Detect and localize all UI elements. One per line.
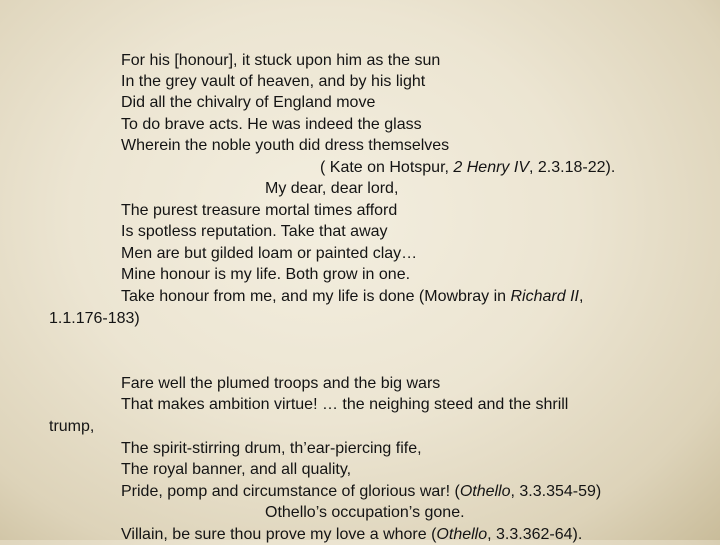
verse-wrap: trump, xyxy=(49,418,95,435)
verse-line: The purest treasure mortal times afford xyxy=(121,202,398,219)
verse-line: The royal banner, and all quality, xyxy=(121,461,352,478)
play-title: Richard II xyxy=(510,288,579,305)
verse-line: Wherein the noble youth did dress themselves xyxy=(121,137,450,154)
citation xyxy=(320,157,615,178)
verse-line xyxy=(121,524,582,545)
play-title: Othello xyxy=(459,483,511,500)
verse-line xyxy=(121,286,583,307)
citation-wrap: 1.1.176-183) xyxy=(49,310,140,327)
verse-line: In the grey vault of heaven, and by his light xyxy=(121,73,426,90)
citation-suffix: , 2.3.18-22). xyxy=(529,159,616,176)
citation-tail: , 3.3.354-59) xyxy=(510,483,602,500)
verse-line: Men are but gilded loam or painted clay… xyxy=(121,245,418,262)
verse-line: Fare well the plumed troops and the big wars xyxy=(121,375,441,392)
play-title: Othello xyxy=(436,526,488,543)
verse-line: To do brave acts. He was indeed the glass xyxy=(121,116,422,133)
play-title: 2 Henry IV xyxy=(453,159,529,176)
verse-line: Mine honour is my life. Both grow in one. xyxy=(121,266,411,283)
verse-line: My dear, dear lord, xyxy=(265,180,399,197)
verse-line: Othello’s occupation’s gone. xyxy=(265,504,465,521)
citation-prefix: ( Kate on Hotspur, xyxy=(320,159,454,176)
verse-text: Take honour from me, and my life is done (Mowbray in xyxy=(121,288,511,305)
verse-text: Villain, be sure thou prove my love a whore ( xyxy=(121,526,437,543)
verse-line: That makes ambition virtue! … the neighing steed and the shrill xyxy=(121,396,569,413)
verse-line: Did all the chivalry of England move xyxy=(121,94,376,111)
verse-text: Pride, pomp and circumstance of glorious war! ( xyxy=(121,483,460,500)
verse-line: The spirit-stirring drum, th’ear-piercing fife, xyxy=(121,440,422,457)
citation-tail: , 3.3.362-64). xyxy=(487,526,583,543)
verse-line: For his [honour], it stuck upon him as the sun xyxy=(121,52,441,69)
citation-tail: , xyxy=(578,288,584,305)
verse-line: Is spotless reputation. Take that away xyxy=(121,223,388,240)
verse-line xyxy=(121,481,601,502)
